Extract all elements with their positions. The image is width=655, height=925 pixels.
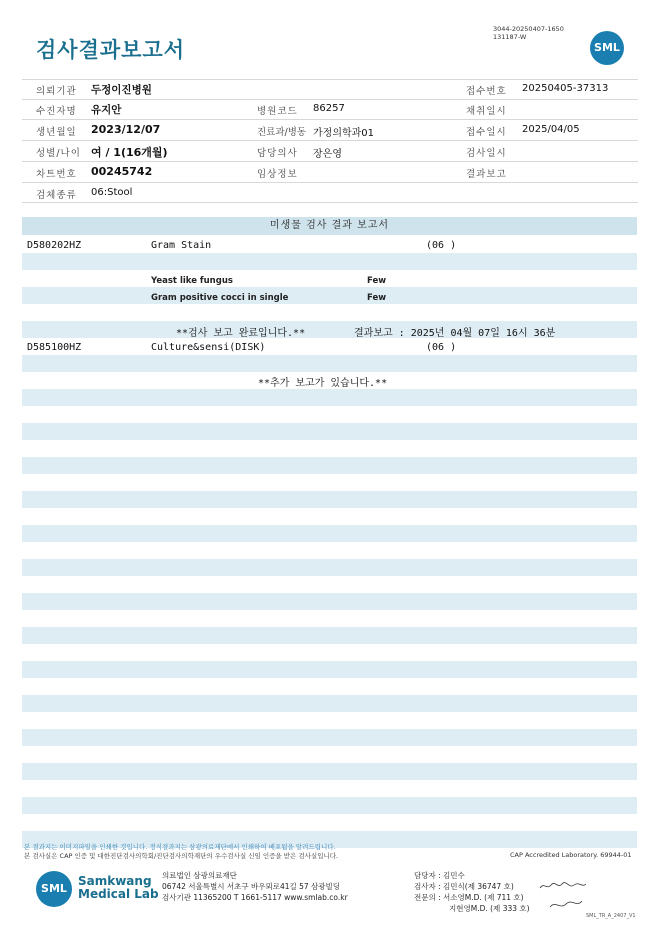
test-date-label: 검사일시	[466, 148, 507, 159]
dept-label: 진료과/병동	[257, 127, 307, 138]
document-id-line2: 131187-W	[493, 33, 527, 41]
staff-label-manager: 담당자 :	[414, 871, 441, 880]
test1-code: D580202HZ	[27, 240, 82, 251]
row-band	[22, 661, 637, 678]
document-id	[493, 25, 564, 41]
row-band	[22, 355, 637, 372]
form-code: SML_TR_A_2407_V1	[586, 913, 636, 919]
row-band	[22, 559, 637, 576]
divider	[22, 99, 638, 100]
sml-footer-logo-icon: SML	[36, 871, 72, 907]
row-band	[22, 797, 637, 814]
org-contact: 검사기관 11365200 T 1661-5117 www.smlab.co.kr	[162, 893, 348, 902]
staff-info	[414, 870, 530, 914]
signature-icon	[538, 880, 588, 892]
test2-name: Culture&sensi(DISK)	[151, 342, 266, 353]
row-band	[22, 457, 637, 474]
birth-label: 생년월일	[36, 127, 77, 138]
sml-logo-icon: SML	[590, 31, 624, 65]
clinical-label: 임상정보	[257, 169, 298, 180]
hospital-code-label: 병원코드	[257, 106, 298, 117]
chart-no-label: 차트번호	[36, 169, 77, 180]
test1-specimen: (06 )	[426, 240, 457, 251]
row-band	[22, 729, 637, 746]
test2-specimen: (06 )	[426, 342, 457, 353]
divider	[22, 202, 638, 203]
report-label: 결과보고	[466, 169, 507, 180]
test1-name: Gram Stain	[151, 240, 212, 251]
org-name: 의료법인 삼광의료재단	[162, 871, 237, 880]
finding2-value: Few	[367, 293, 387, 303]
org-info	[162, 870, 348, 903]
receipt-no-label: 접수번호	[466, 86, 507, 97]
specimen-label: 검체종류	[36, 190, 77, 201]
staff-manager: 김민수	[443, 871, 465, 880]
finding1-value: Few	[367, 276, 387, 286]
test2-code: D585100HZ	[27, 342, 82, 353]
staff-specialist2: 지현영M.D. (제 333 호)	[449, 904, 530, 913]
receipt-date-label: 접수일시	[466, 127, 507, 138]
row-band	[22, 763, 637, 780]
receipt-no-value: 20250405-37313	[522, 83, 609, 94]
divider	[22, 140, 638, 141]
row-band	[22, 525, 637, 542]
row-band	[22, 593, 637, 610]
row-band	[22, 423, 637, 440]
footer-note-cap: 본 검사실은 CAP 인증 및 대한진단검사의학회/진단검사의학재단의 우수검사실 신임 인증을 받은 검사실입니다.	[24, 852, 339, 860]
footer-note-image: 본 결과지는 이미지파일을 인쇄한 것입니다. 정식결과지는 삼광의료재단에서 인쇄하여 배포됨을 알려드립니다.	[24, 843, 336, 851]
doctor-label: 담당의사	[257, 148, 298, 159]
row-band	[22, 253, 637, 270]
dept-value: 가정의학과01	[313, 128, 375, 139]
divider	[22, 119, 638, 120]
divider	[22, 161, 638, 162]
row-band	[22, 287, 637, 304]
org-address: 06742 서울특별시 서초구 바우뫼로41길 57 삼광빌딩	[162, 882, 341, 891]
results-section-title: 미생물 검사 결과 보고서	[22, 217, 637, 235]
client-value: 두정이진병원	[91, 84, 152, 96]
receipt-date-value: 2025/04/05	[522, 124, 580, 135]
footer-logo-name	[78, 875, 159, 901]
footer-logo-name-line1: Samkwang	[78, 874, 152, 888]
document-id-line1: 3044-20250407-1650	[493, 25, 564, 33]
staff-specialist1: 서소영M.D. (제 711 호)	[443, 893, 524, 902]
staff-label-tester: 검사자 :	[414, 882, 441, 891]
collect-date-label: 채취일시	[466, 106, 507, 117]
row-band	[22, 491, 637, 508]
divider	[22, 182, 638, 183]
chart-no-value: 00245742	[91, 165, 153, 178]
specimen-value: 06:Stool	[91, 187, 133, 198]
row-band	[22, 627, 637, 644]
finding2-name: Gram positive cocci in single	[151, 293, 289, 303]
divider	[22, 79, 638, 80]
sex-age-label: 성별/나이	[36, 148, 81, 159]
row-band	[22, 389, 637, 406]
complete-message: **검사 보고 완료입니다.**	[176, 328, 306, 339]
staff-label-specialist: 전문의 :	[414, 893, 441, 902]
patient-label: 수진자명	[36, 106, 77, 117]
cap-accreditation: CAP Accredited Laboratory. 69944-01	[510, 851, 632, 859]
footer-logo-name-line2: Medical Lab	[78, 887, 159, 901]
doctor-value: 장은영	[313, 149, 342, 160]
finding1-name: Yeast like fungus	[151, 276, 233, 286]
hospital-code-value: 86257	[313, 103, 345, 114]
patient-value: 유지안	[91, 104, 122, 116]
row-band	[22, 695, 637, 712]
more-message: **추가 보고가 있습니다.**	[258, 378, 388, 389]
client-label: 의뢰기관	[36, 86, 77, 97]
page-title: 검사결과보고서	[36, 38, 186, 62]
staff-tester: 김민식(제 36747 호)	[443, 882, 514, 891]
sex-age-value: 여 / 1(16개월)	[91, 146, 168, 159]
report-time: 결과보고 : 2025년 04월 07일 16시 36분	[354, 328, 556, 339]
signature-icon	[548, 898, 584, 912]
birth-value: 2023/12/07	[91, 123, 161, 136]
